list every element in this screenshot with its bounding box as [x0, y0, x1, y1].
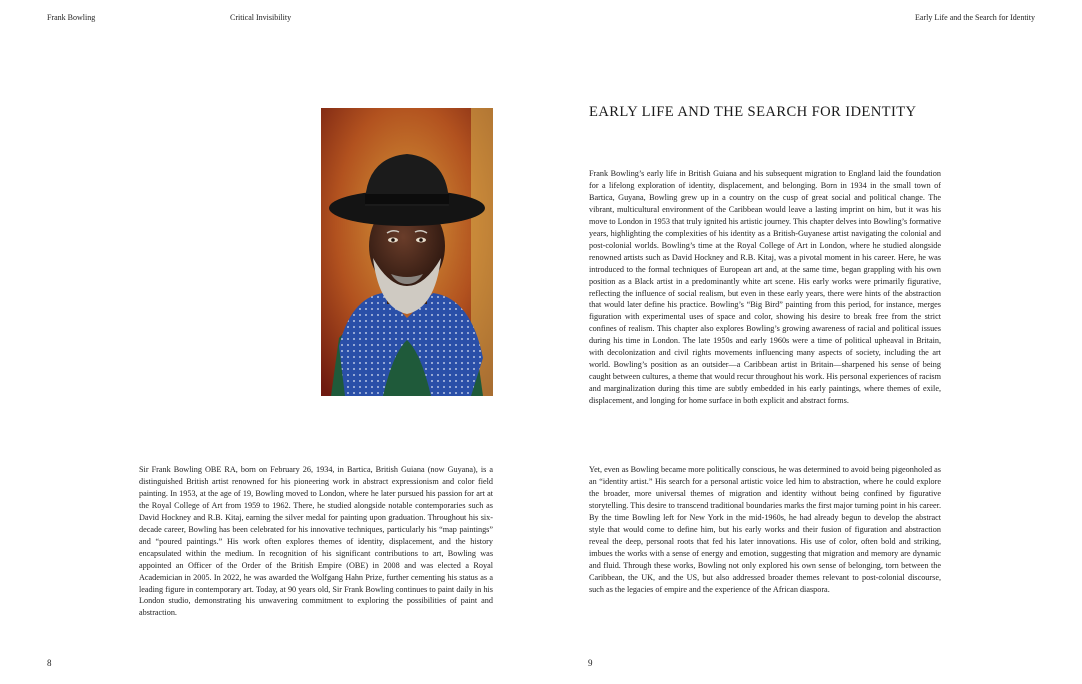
running-header-book-title: Critical Invisibility: [230, 13, 292, 22]
running-header-author: Frank Bowling: [47, 13, 96, 22]
chapter-title: EARLY LIFE AND THE SEARCH FOR IDENTITY: [589, 104, 917, 120]
chapter-paragraph-2: [589, 464, 941, 595]
chapter-paragraph-1: [589, 168, 941, 407]
page-number-right: 9: [588, 658, 593, 668]
chapter-paragraph-2-text: Yet, even as Bowling became more politically conscious, he was determined to avoid being pigeonholed as an “identity artist.” His search for a personal artistic voice led him to abstraction, where he could explore the broader, more universal themes of migration and identity without being confined by figurative storytelling. This desire to transcend traditional boundaries marks the first major turning point in his career. By the time Bowling left for New York in the mid-1960s, he had already begun to develop the abstract style that would come to define him, but his early works and their fusion of figuration and abstraction reveal the deep, personal roots that fed his later innovations. His use of color, often bold and striking, imbues the works with a sense of energy and emotion, suggesting that migration and memory are dynamic and fluid. Through these works, Bowling not only explored his own sense of belonging, torn between the Caribbean, the UK, and the US, but also addressed broader themes relevant to post-colonial discourse, such as the legacies of empire and the experience of the African diaspora.: [589, 465, 941, 594]
page-number-left: 8: [47, 658, 52, 668]
biography-paragraph: [139, 464, 493, 619]
portrait-photo: [321, 108, 493, 396]
portrait-illustration: [321, 108, 493, 396]
running-header-chapter: Early Life and the Search for Identity: [915, 13, 1035, 22]
chapter-paragraph-1-text: Frank Bowling’s early life in British Guiana and his subsequent migration to England laid the foundation for a lifelong exploration of identity, displacement, and belonging. Born in 1934 in the small town of Bartica, Guyana, Bowling grew up in a country on the cusp of great social and political change. The vibrant, multicultural environment of the Caribbean would leave a lasting imprint on him, but it was his move to London in 1953 that truly ignited his artistic journey. This chapter delves into Bowling’s formative years, highlighting the complexities of his identity as a British-Guyanese artist navigating the colonial and post-colonial worlds. Bowling’s time at the Royal College of Art in London, where he studied alongside renowned artists such as David Hockney and R.B. Kitaj, was a pivotal moment in his career. Here, he was introduced to the formal techniques of European art and, at the same time, began grappling with his own position as a Black artist in a predominantly white art scene. His early works were primarily figurative, reflecting the influence of social realism, but even in these early years, there were hints of the abstraction that would later define his practice. Bowling’s “Big Bird” painting from this period, for instance, merges figuration with experimental uses of space and color, showing his desire to break free from the strict confines of realism. This chapter also explores Bowling’s growing awareness of racial and political issues during his time in London. The late 1950s and early 1960s were a time of political upheaval in Britain, with decolonization and civil rights movements influencing many aspects of society, including the art world. Bowling’s position as an outsider—a Caribbean artist in Britain—sharpened his sense of being caught between cultures, a theme that would recur throughout his work. His personal experiences of racism and marginalization during this time are subtly embedded in his early paintings, where themes of exile, displacement, and longing for home surface in both explicit and abstract forms.: [589, 169, 942, 406]
biography-text: Sir Frank Bowling OBE RA, born on February 26, 1934, in Bartica, British Guiana (now Guyana), is a distinguished British artist renowned for his pioneering work in abstract expressionism and color field painting. In 1953, at the age of 19, Bowling moved to London, where he later pursued his passion for art at the Royal College of Art from 1959 to 1962. There, he studied alongside notable contemporaries such as David Hockney and R.B. Kitaj, earning the silver medal for painting upon graduation. Throughout his six-decade career, Bowling has been celebrated for his innovative techniques, particularly his “map paintings” and “poured paintings.” His work often explores themes of identity, displacement, and the history encapsulated within the medium. In recognition of his significant contributions to art, Bowling was appointed an Officer of the Order of the British Empire (OBE) in 2008 and was elected a Royal Academician in 2005. In 2022, he was awarded the Wolfgang Hahn Prize, further cementing his status as a leading figure in contemporary art. Today, at 90 years old, Sir Frank Bowling continues to paint daily in his London studio, demonstrating his unwavering commitment to exploring the possibilities of paint and abstraction.: [139, 465, 493, 618]
